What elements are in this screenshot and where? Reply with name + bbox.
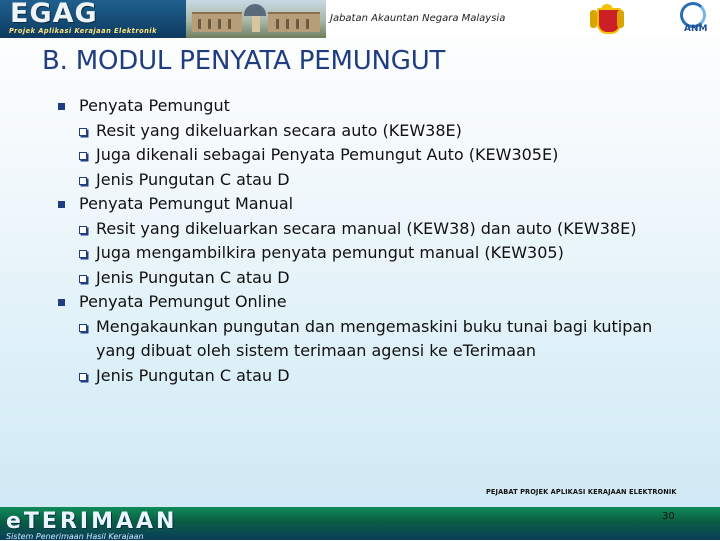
box-bullet-icon — [79, 128, 87, 136]
page-number: 30 — [662, 511, 675, 522]
building-window — [276, 19, 279, 29]
building-window — [208, 19, 211, 29]
section-heading-text: Penyata Pemungut Online — [79, 292, 287, 311]
crest-tiger-left — [590, 10, 597, 28]
list-item-text: Mengakaunkan pungutan dan mengemaskini buku tunai bagi kutipan yang dibuat oleh sistem terimaan agensi ke eTerimaan — [96, 316, 653, 360]
list-item — [0, 143, 720, 168]
egag-logo-text: EGAG — [10, 0, 98, 29]
footer-bar — [0, 507, 720, 540]
section-heading — [0, 290, 720, 315]
section-heading — [0, 94, 720, 119]
slide-title: B. MODUL PENYATA PEMUNGUT — [42, 46, 446, 76]
box-bullet-icon — [79, 250, 87, 258]
egag-logo — [0, 0, 186, 38]
square-bullet-icon — [58, 201, 65, 208]
building-window — [306, 19, 309, 29]
list-item — [0, 241, 720, 266]
building-window — [198, 19, 201, 29]
box-bullet-icon — [79, 152, 87, 160]
list-item-text: Juga mengambilkira penyata pemungut manual (KEW305) — [96, 243, 564, 262]
square-bullet-icon — [58, 299, 65, 306]
list-item-text: Resit yang dikeluarkan secara auto (KEW38E) — [96, 120, 462, 140]
header-banner — [0, 0, 720, 38]
footer-tagline: Sistem Penerimaan Hasil Kerajaan — [6, 532, 144, 541]
list-item — [0, 315, 720, 364]
agency-name: Jabatan Akauntan Negara Malaysia — [330, 13, 506, 24]
eterimaan-logo-text: eTERIMAAN — [6, 509, 178, 534]
section-heading — [0, 192, 720, 217]
list-item-text: Jenis Pungutan C atau D — [96, 169, 290, 189]
list-item — [0, 364, 720, 389]
building-dome — [244, 4, 266, 16]
list-item-text: Jenis Pungutan C atau D — [96, 267, 290, 287]
building-window — [296, 19, 299, 29]
box-bullet-icon — [79, 177, 87, 185]
government-building-image — [186, 0, 326, 38]
section-heading-text: Penyata Pemungut Manual — [79, 194, 294, 213]
list-item-text: Jenis Pungutan C atau D — [96, 365, 290, 385]
malaysia-coat-of-arms-icon — [590, 4, 624, 34]
list-item — [0, 266, 720, 291]
section-heading-text: Penyata Pemungut — [79, 96, 230, 115]
list-item-text: Juga dikenali sebagai Penyata Pemungut Auto (KEW305E) — [96, 145, 559, 164]
anm-logo-icon — [674, 2, 716, 36]
building-window — [228, 19, 231, 29]
anm-logo-text: ANM — [684, 24, 708, 34]
list-item — [0, 168, 720, 193]
box-bullet-icon — [79, 373, 87, 381]
egag-logo-subtitle: Projek Aplikasi Kerajaan Elektronik — [9, 27, 157, 35]
square-bullet-icon — [58, 103, 65, 110]
box-bullet-icon — [79, 226, 87, 234]
box-bullet-icon — [79, 275, 87, 283]
footer-note: PEJABAT PROJEK APLIKASI KERAJAAN ELEKTRONIK — [486, 488, 677, 496]
list-item — [0, 119, 720, 144]
building-window — [218, 19, 221, 29]
list-item — [0, 217, 720, 242]
crest-crescent — [601, 4, 613, 10]
box-bullet-icon — [79, 324, 87, 332]
crest-tiger-right — [617, 10, 624, 28]
slide-content — [0, 94, 720, 388]
building-window — [286, 19, 289, 29]
list-item-text: Resit yang dikeluarkan secara manual (KEW38) dan auto (KEW38E) — [96, 218, 637, 238]
